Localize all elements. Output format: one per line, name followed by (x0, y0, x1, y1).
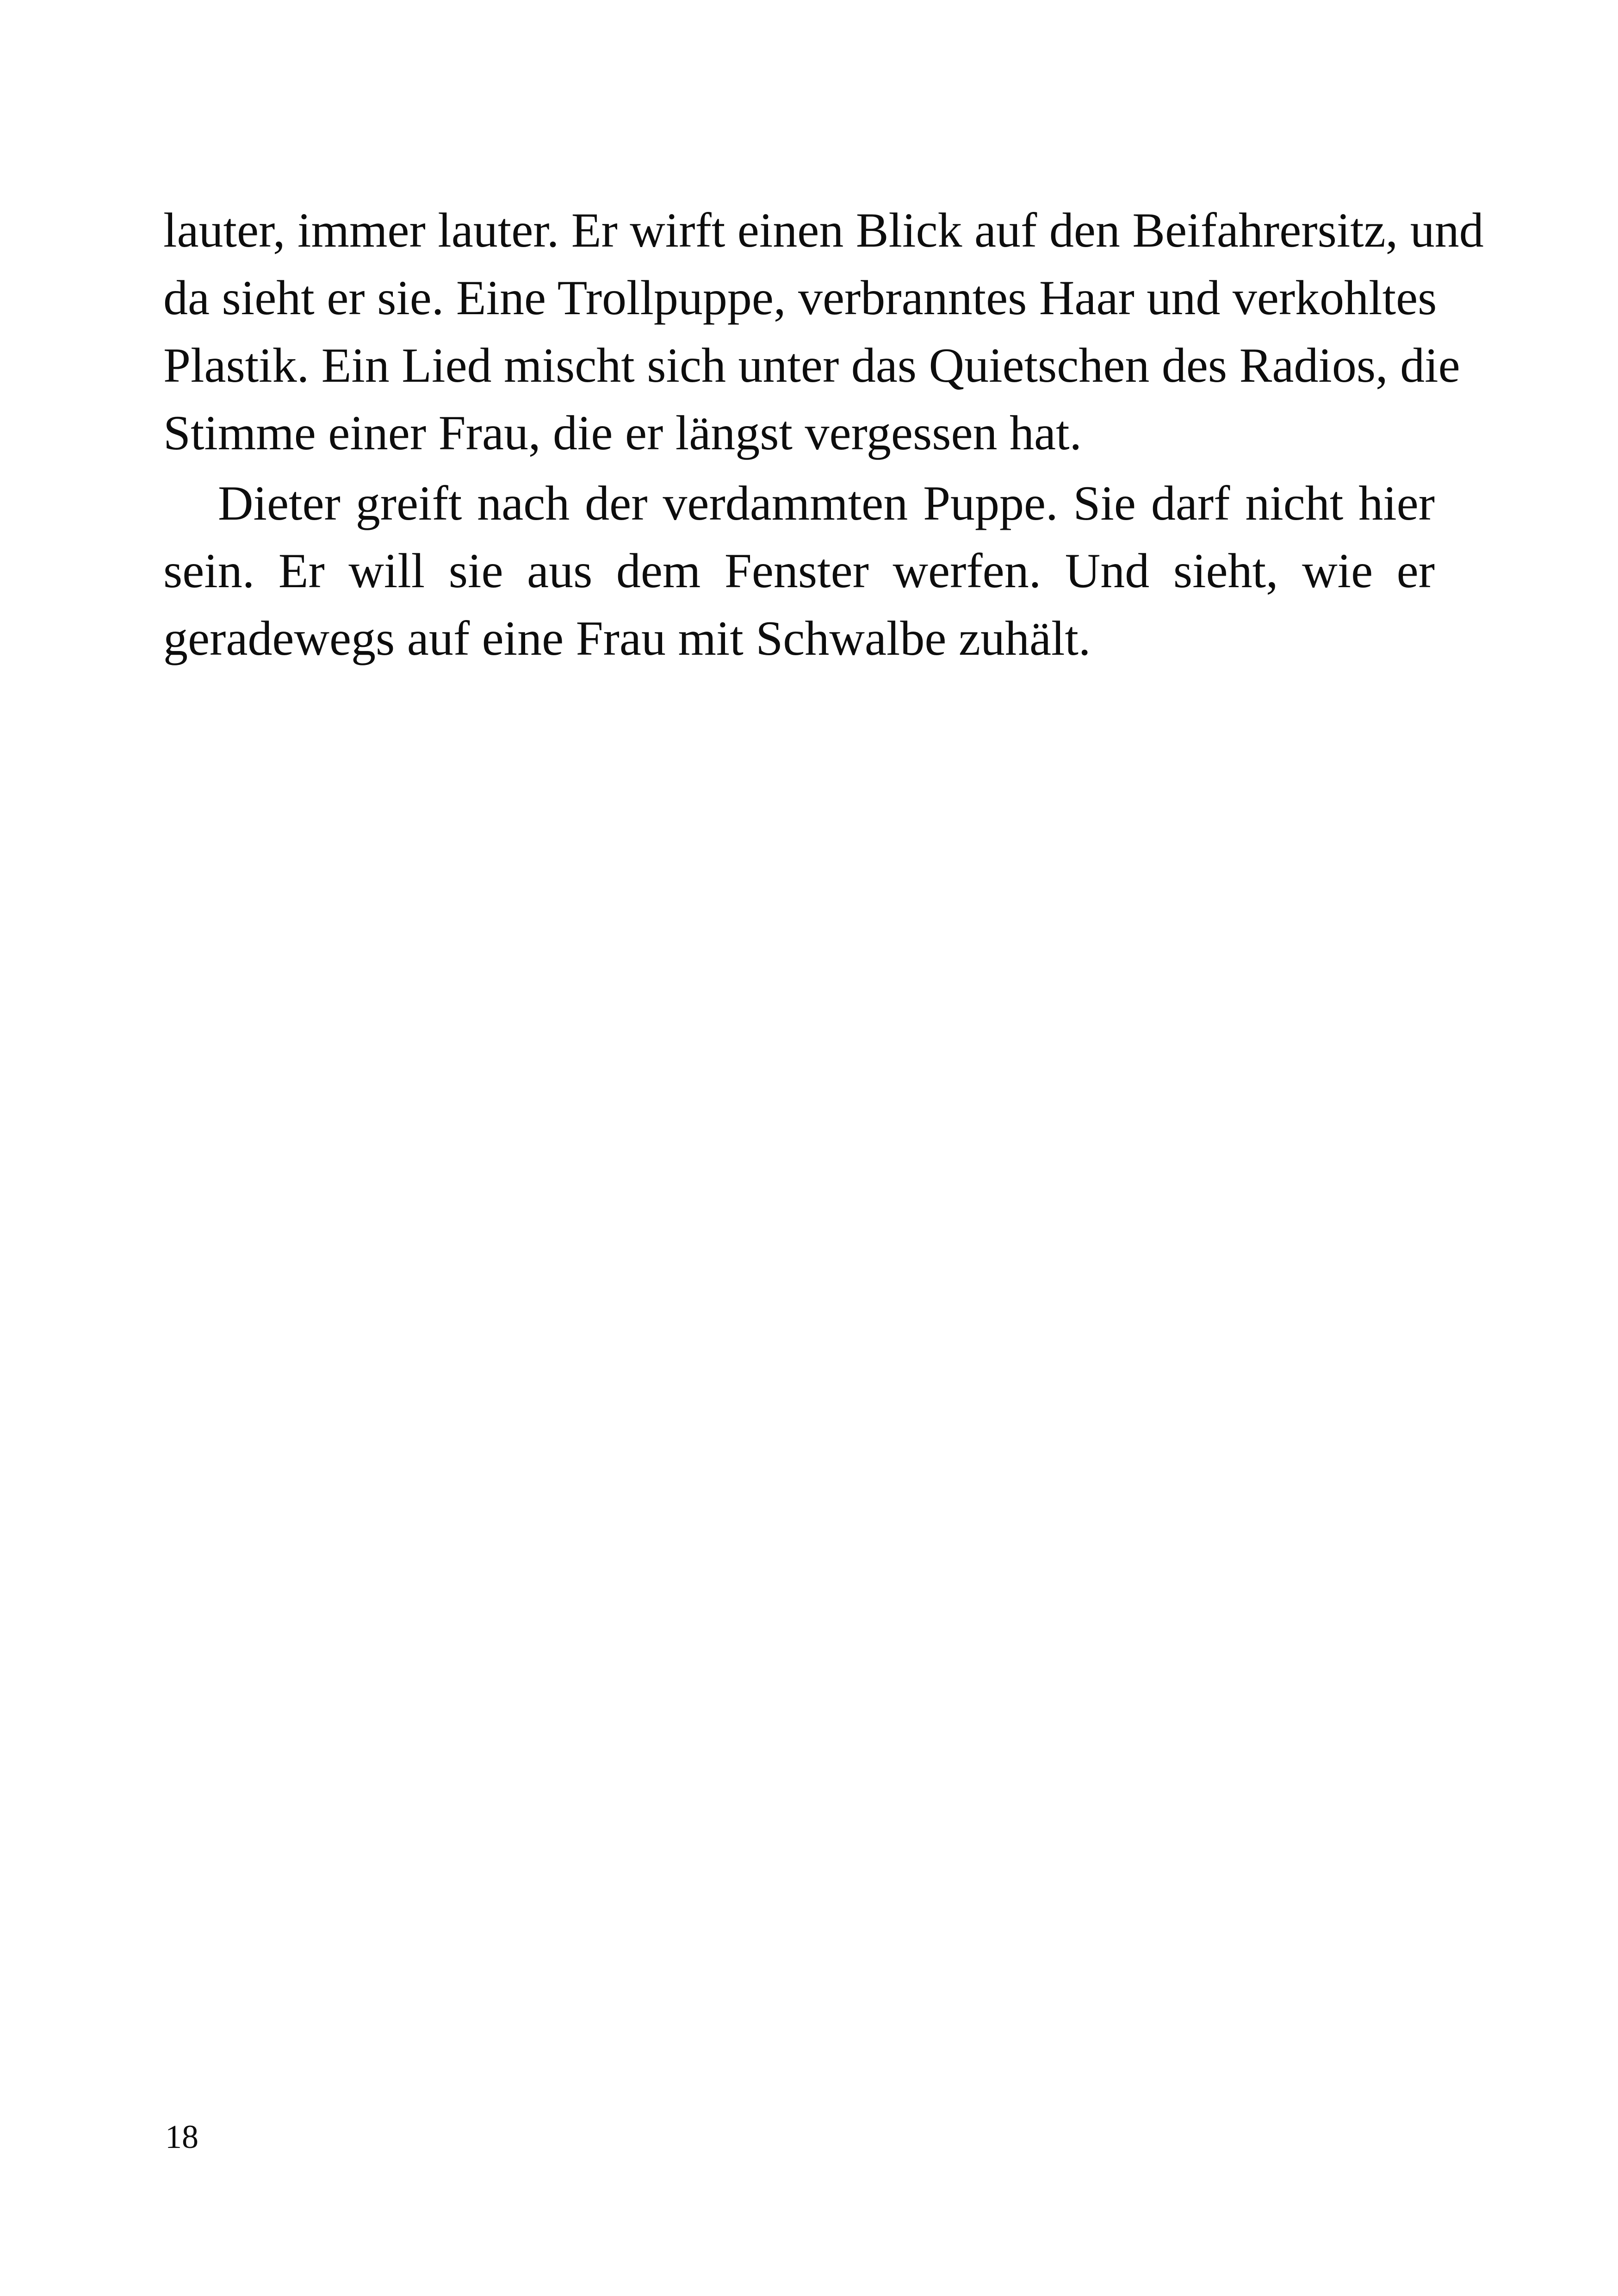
body-text (163, 197, 1484, 672)
text-line: Stimme einer Frau, die er längst vergessen hat. (163, 406, 1082, 460)
paragraph-2 (163, 470, 1435, 672)
text-line: lauter, immer lauter. Er wirft einen Blick auf den Beifahrersitz, und (163, 203, 1484, 257)
text-line: geradewegs auf eine Frau mit Schwalbe zuhält. (163, 611, 1091, 665)
paragraph-1 (163, 197, 1484, 467)
text-line: sein. Er will sie aus dem Fenster werfen. Und sieht, wie er (163, 544, 1435, 598)
text-line: Dieter greift nach der verdammten Puppe. Sie darf nicht hier (218, 476, 1435, 530)
page-number: 18 (165, 2118, 198, 2155)
text-line: Plastik. Ein Lied mischt sich unter das Quietschen des Radios, die (163, 338, 1460, 392)
text-line: da sieht er sie. Eine Trollpuppe, verbranntes Haar und verkohltes (163, 271, 1437, 325)
